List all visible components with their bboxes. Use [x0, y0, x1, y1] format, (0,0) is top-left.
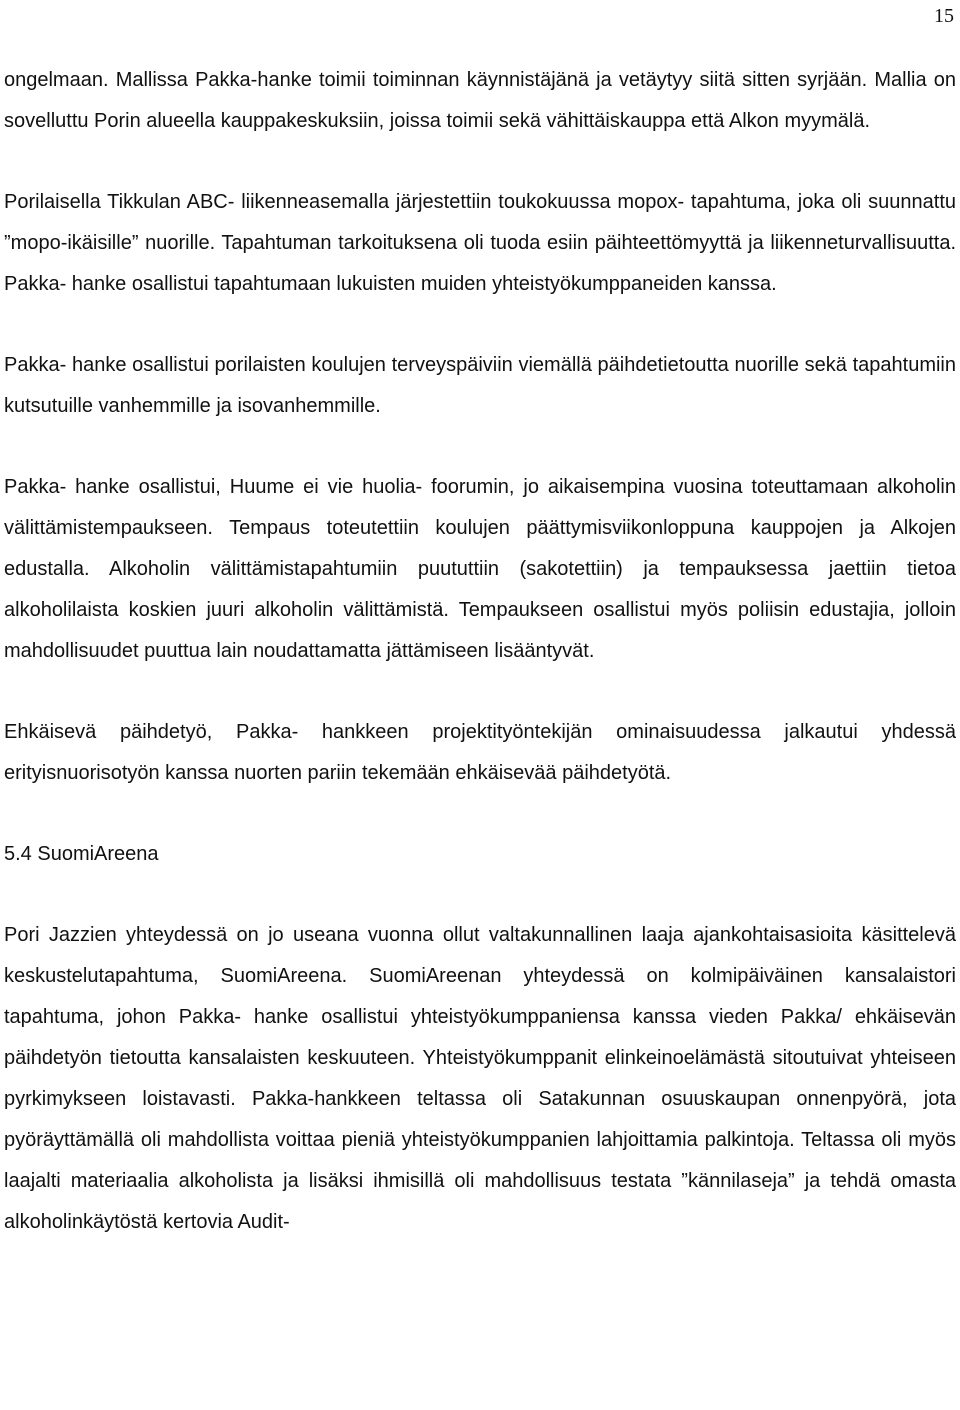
- paragraph-ehkaiseva-paihdetyo: Ehkäisevä päihdetyö, Pakka- hankkeen projektityöntekijän ominaisuudessa jalkautui yhdessä erityisnuorisotyön kanssa nuorten pariin tekemään ehkäisevää päihdetyötä.: [4, 721, 956, 784]
- document-body: [4, 60, 956, 1243]
- paragraph-mallissa: ongelmaan. Mallissa Pakka-hanke toimii toiminnan käynnistäjänä ja vetäytyy siitä sitten syrjään. Mallia on sovelluttu Porin alueella kauppakeskuksiin, joissa toimii sekä vähittäiskauppa että Alkon myymälä.: [4, 69, 956, 132]
- page-number: 15: [934, 5, 954, 27]
- section-heading-suomiareena: 5.4 SuomiAreena: [4, 843, 159, 865]
- paragraph-tikkula: Porilaisella Tikkulan ABC- liikenneasemalla järjestettiin toukokuussa mopox- tapahtuma, joka oli suunnattu ”mopo-ikäisille” nuorille. Tapahtuman tarkoituksena oli tuoda esiin päihteettömyyttä ja liikenneturvallisuutta. Pakka- hanke osallistui tapahtumaan lukuisten muiden yhteistyökumppaneiden kanssa.: [4, 191, 956, 295]
- paragraph-valittamistempaus: Pakka- hanke osallistui, Huume ei vie huolia- foorumin, jo aikaisempina vuosina toteuttamaan alkoholin välittämistempaukseen. Tempaus toteutettiin koulujen päättymisviikonloppuna kauppojen ja Alkojen edustalla. Alkoholin välittämistapahtumiin puututtiin (sakotettiin) ja tempauksessa jaettiin tietoa alkoholilaista koskien juuri alkoholin välittämistä. Tempaukseen osallistui myös poliisin edustajia, jolloin mahdollisuudet puuttua lain noudattamatta jättämiseen lisääntyvät.: [4, 476, 956, 662]
- paragraph-terveyspaivat: Pakka- hanke osallistui porilaisten koulujen terveyspäiviin viemällä päihdetietoutta nuorille sekä tapahtumiin kutsutuille vanhemmille ja isovanhemmille.: [4, 354, 956, 417]
- paragraph-suomiareena: Pori Jazzien yhteydessä on jo useana vuonna ollut valtakunnallinen laaja ajankohtaisasioita käsittelevä keskustelutapahtuma, SuomiAreena. SuomiAreenan yhteydessä on kolmipäiväinen kansalaistori tapahtuma, johon Pakka- hanke osallistui yhteistyökumppaniensa kanssa vieden Pakka/ ehkäisevän päihdetyön tietoutta kansalaisten keskuuteen. Yhteistyökumppanit elinkeinoelämästä sitoutuivat yhteiseen pyrkimykseen loistavasti. Pakka-hankkeen teltassa oli Satakunnan osuuskaupan onnenpyörä, jota pyöräyttämällä oli mahdollista voittaa pieniä yhteistyökumppanien lahjoittamia palkintoja. Teltassa oli myös laajalti materiaalia alkoholista ja lisäksi ihmisillä oli mahdollisuus testata ”kännilaseja” ja tehdä omasta alkoholinkäytöstä kertovia Audit-: [4, 924, 956, 1233]
